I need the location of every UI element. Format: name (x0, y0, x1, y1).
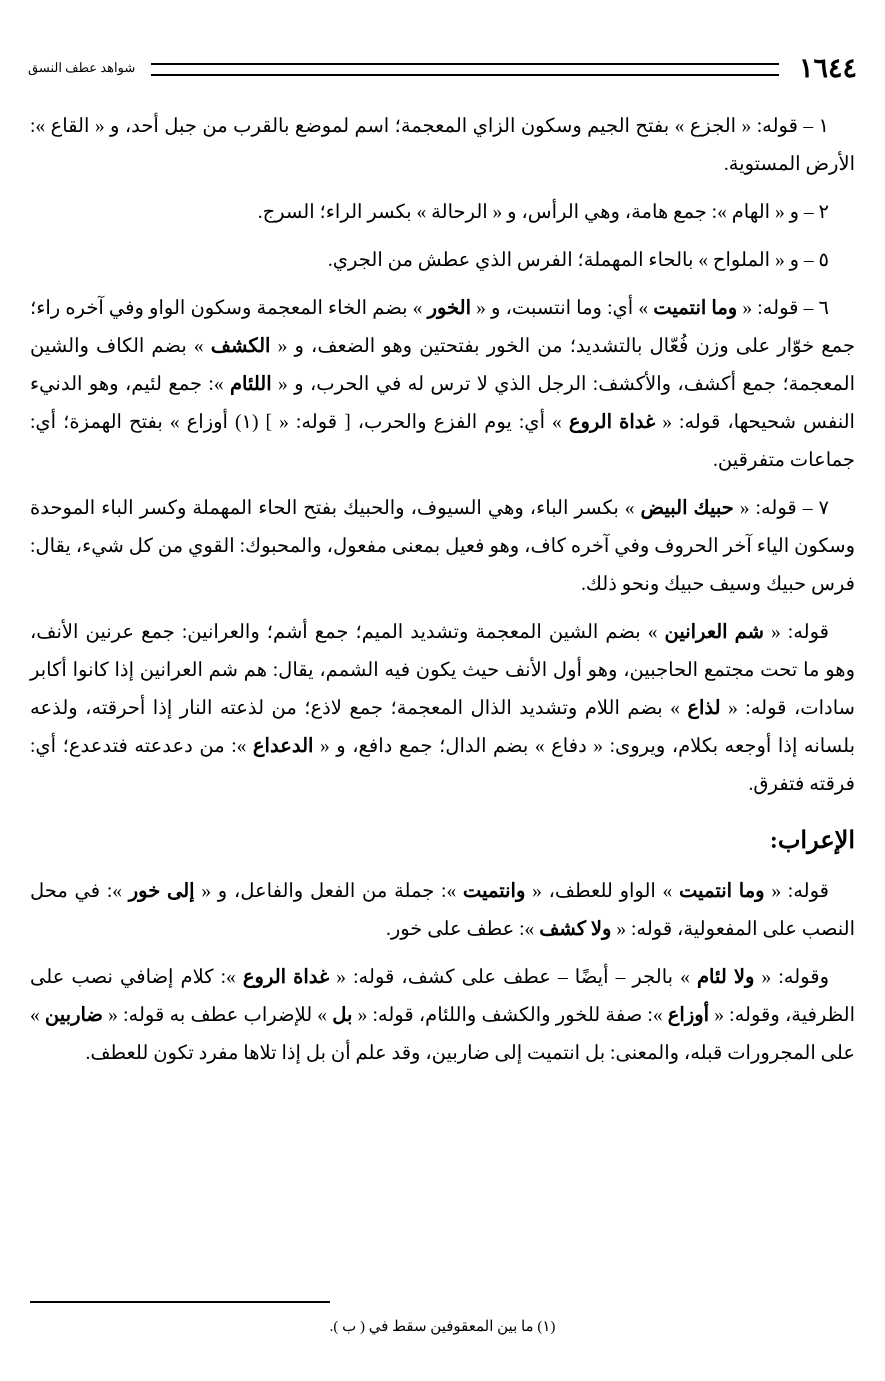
page-header (28, 48, 857, 88)
footnote-separator-rule (30, 1301, 330, 1303)
header-double-rule (151, 63, 779, 76)
paragraph-note-1: ١ – قوله: « الجزع » بفتح الجيم وسكون الزاي المعجمة؛ اسم لموضع بالقرب من جبل أحد، و « القاع »: الأرض المستوية. (30, 116, 855, 176)
paragraph-note-7: ٧ – قوله: « حبيك البيض » بكسر الباء، وهي السيوف، والحبيك بفتح الحاء المهملة وكسر الباء الموحدة وسكون الياء آخر الحروف وفي آخره كاف، وهو فعيل بمعنى مفعول، والمحبوك: القوي من كل شيء، يقال: فرس حبيك وسيف حبيك ونحو ذلك. (30, 498, 855, 596)
paragraph-note-6: ٦ – قوله: « وما انتميت » أي: وما انتسبت، و « الخور » بضم الخاء المعجمة وسكون الواو وفي آخره راء؛ جمع خوّار على وزن فُعّال بالتشديد؛ من الخور بفتحتين وهو الضعف، و « الكشف » بضم الكاف والشين المعجمة؛ جمع أكشف، والأكشف: الرجل الذي لا ترس له في الحرب، و « اللئام »: جمع لئيم، وهو الدنيء النفس شحيحها، قوله: « غداة الروع » أي: يوم الفزع والحرب، [ قوله: « ] (١) أوزاع » بفتح الهمزة؛ أي: جماعات متفرقين. (30, 298, 856, 472)
paragraph-note-2: ٢ – و « الهام »: جمع هامة، وهي الرأس، و « الرحالة » بكسر الراء؛ السرج. (257, 202, 829, 224)
page-number: ١٦٤٤ (798, 52, 857, 83)
paragraph-shum-al-aranin: قوله: « شم العرانين » بضم الشين المعجمة وتشديد الميم؛ جمع أشم؛ والعرانين: جمع عرنين الأنف، وهو ما تحت مجتمع الحاجبين، وهو أول الأنف حيث يكون فيه الشمم، يقال: هم شم العرانين إذا كانوا أكابر سادات، قوله: « لذاع » بضم اللام وتشديد الذال المعجمة؛ جمع لاذع؛ من لذعته النار إذا أحرقته، ولذعه بلسانه إذا أوجعه بكلام، ويروى: « دفاع » بضم الدال؛ جمع دافع، و « الدعداع »: من دعدعته فتدعدع؛ أي: فرقته فتفرق. (30, 622, 855, 796)
page-content (30, 108, 855, 1261)
paragraph-note-5: ٥ – و « الملواح » بالحاء المهملة؛ الفرس الذي عطش من الجري. (327, 250, 829, 272)
running-title: شواهد عطف النسق (28, 60, 136, 75)
paragraph-irab-2: وقوله: « ولا لئام » بالجر – أيضًا – عطف على كشف، قوله: « غداة الروع »: كلام إضافي نصب على الظرفية، وقوله: « أوزاع »: صفة للخور والكشف واللئام، قوله: « بل » للإضراب عطف به قوله: « ضاربين » على المجرورات قبله، والمعنى: بل انتميت إلى ضاربين، وقد علم أن بل إذا تلاها مفرد تكون للعطف. (30, 967, 856, 1065)
footnote-area (30, 1301, 855, 1339)
paragraph-irab-1: قوله: « وما انتميت » الواو للعطف، « وانتميت »: جملة من الفعل والفاعل، و « إلى خور »: في محل النصب على المفعولية، قوله: « ولا كشف »: عطف على خور. (30, 881, 855, 941)
footnote-text: (١) ما بين المعقوفين سقط في ( ب ). (329, 1319, 556, 1335)
section-heading-irab: الإعراب: (769, 828, 855, 855)
